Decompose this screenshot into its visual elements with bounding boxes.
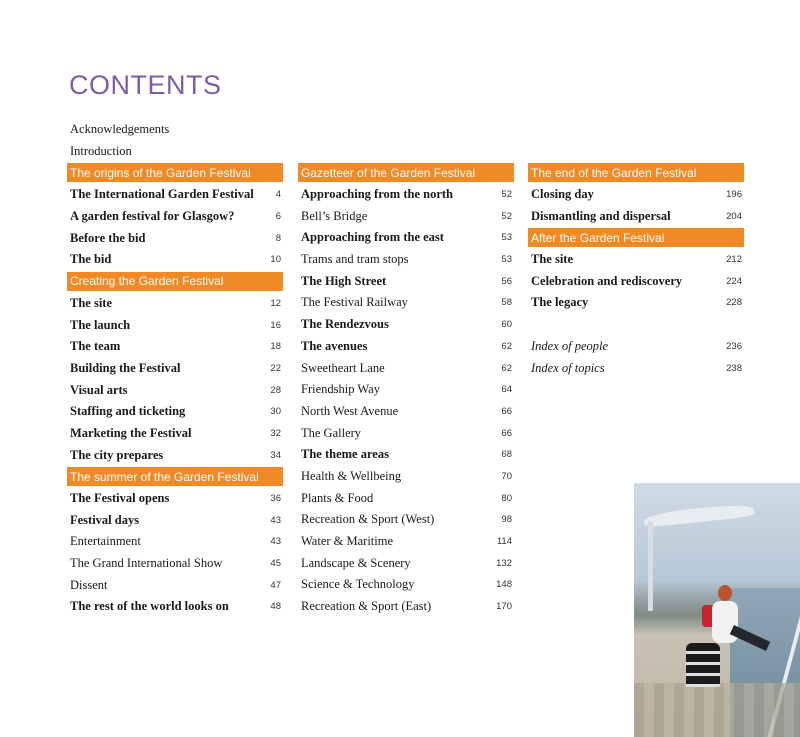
toc-entry[interactable] <box>67 249 283 271</box>
toc-entry-title: Building the Festival <box>70 360 181 375</box>
toc-entry-page: 64 <box>501 384 512 396</box>
contents-column-2 <box>298 162 514 617</box>
toc-entry[interactable] <box>67 184 283 206</box>
toc-entry[interactable] <box>298 314 514 336</box>
toc-entry-page: 212 <box>726 254 742 266</box>
toc-entry-page: 45 <box>270 558 281 570</box>
toc-entry-page: 52 <box>501 189 512 201</box>
toc-entry-page: 62 <box>501 362 512 374</box>
toc-entry[interactable] <box>67 488 283 510</box>
toc-entry-title: The launch <box>70 317 131 332</box>
toc-entry[interactable] <box>298 249 514 271</box>
toc-entry-page: 238 <box>726 362 742 374</box>
toc-entry-page: 56 <box>501 275 512 287</box>
toc-entry-page: 47 <box>270 579 281 591</box>
toc-entry[interactable] <box>298 574 514 596</box>
toc-entry-page: 228 <box>726 297 742 309</box>
toc-entry-title: Science & Technology <box>301 577 415 592</box>
toc-entry-page: 43 <box>270 514 281 526</box>
toc-entry-title: Index of people <box>531 338 609 353</box>
toc-entry-page: 43 <box>270 536 281 548</box>
toc-entry-page: 236 <box>726 340 742 352</box>
toc-entry-title: The High Street <box>301 273 387 288</box>
toc-entry-page: 68 <box>501 449 512 461</box>
section-header: The summer of the Garden Festival <box>67 467 283 486</box>
festival-photo <box>634 483 800 737</box>
toc-entry-title: The Gallery <box>301 425 362 440</box>
toc-entry-page: 62 <box>501 340 512 352</box>
toc-entry-title: Visual arts <box>70 382 128 397</box>
toc-entry-page: 60 <box>501 319 512 331</box>
toc-entry-page: 114 <box>496 536 512 548</box>
toc-entry[interactable] <box>67 553 283 575</box>
toc-entry-title: Plants & Food <box>301 490 374 505</box>
toc-entry-page: 53 <box>501 232 512 244</box>
toc-entry-title: Festival days <box>70 512 140 527</box>
toc-entry[interactable] <box>67 358 283 380</box>
toc-entry-title: Landscape & Scenery <box>301 555 411 570</box>
toc-entry-title: Bell’s Bridge <box>301 208 368 223</box>
toc-entry-title: Water & Maritime <box>301 534 394 549</box>
toc-entry-title: Acknowledgements <box>70 122 170 137</box>
toc-entry-title: The International Garden Festival <box>70 187 254 202</box>
toc-entry-title: The Festival opens <box>70 491 170 506</box>
toc-entry-title: The avenues <box>301 338 368 353</box>
toc-entry-title: Dissent <box>70 577 108 592</box>
toc-entry-page: 58 <box>501 297 512 309</box>
toc-entry-title: Dismantling and dispersal <box>531 208 671 223</box>
toc-entry-title: Recreation & Sport (West) <box>301 512 435 527</box>
toc-entry[interactable] <box>298 466 514 488</box>
toc-entry-title: The rest of the world looks on <box>70 599 229 614</box>
toc-entry[interactable] <box>67 314 283 336</box>
toc-entry-page: 32 <box>270 427 281 439</box>
toc-entry[interactable] <box>67 336 283 358</box>
toc-entry-page: 53 <box>501 254 512 266</box>
toc-entry[interactable] <box>67 531 283 553</box>
toc-entry-page: 196 <box>726 189 742 201</box>
toc-entry-page: 4 <box>275 189 281 201</box>
toc-entry-title: The Grand International Show <box>70 556 223 571</box>
toc-entry[interactable] <box>67 444 283 466</box>
toc-entry[interactable] <box>528 270 744 292</box>
toc-entry-title: The Rendezvous <box>301 317 389 332</box>
toc-entry-page: 28 <box>270 384 281 396</box>
toc-entry[interactable] <box>298 444 514 466</box>
toc-entry-title: The bid <box>70 252 112 267</box>
toc-entry-page: 36 <box>270 493 281 505</box>
toc-entry-title: Approaching from the north <box>301 187 453 202</box>
contents-column-3 <box>528 162 744 379</box>
section-header: After the Garden Festival <box>528 228 744 247</box>
toc-entry-page: 70 <box>501 470 512 482</box>
toc-entry[interactable] <box>298 205 514 227</box>
toc-entry[interactable] <box>528 184 744 206</box>
toc-entry-title: Before the bid <box>70 230 146 245</box>
toc-entry-title: North West Avenue <box>301 403 399 418</box>
toc-entry[interactable] <box>67 379 283 401</box>
toc-entry-title: Trams and tram stops <box>301 252 409 267</box>
toc-entry-page: 48 <box>270 601 281 613</box>
toc-entry-title: The legacy <box>531 295 589 310</box>
toc-entry[interactable] <box>67 596 283 618</box>
toc-entry[interactable] <box>298 336 514 358</box>
toc-entry-page: 132 <box>496 557 512 569</box>
toc-entry[interactable] <box>67 227 283 249</box>
toc-entry[interactable] <box>298 357 514 379</box>
section-header: The origins of the Garden Festival <box>67 163 283 182</box>
toc-entry-page: 204 <box>726 210 742 222</box>
toc-entry-title: Entertainment <box>70 534 141 549</box>
toc-entry-page: 12 <box>270 297 281 309</box>
toc-entry[interactable] <box>67 509 283 531</box>
section-header: The end of the Garden Festival <box>528 163 744 182</box>
toc-entry[interactable] <box>298 184 514 206</box>
toc-entry-page: 66 <box>501 427 512 439</box>
toc-entry[interactable] <box>298 509 514 531</box>
section-header: Creating the Garden Festival <box>67 272 283 291</box>
toc-entry-page: 10 <box>270 254 281 266</box>
toc-entry-page: 18 <box>270 341 281 353</box>
toc-entry[interactable] <box>298 596 514 618</box>
toc-entry-page: 170 <box>496 601 512 613</box>
toc-entry[interactable] <box>67 401 283 423</box>
toc-entry-title: The site <box>531 252 574 267</box>
toc-entry[interactable] <box>298 292 514 314</box>
toc-entry[interactable] <box>67 574 283 596</box>
toc-entry-title: The site <box>70 295 113 310</box>
toc-entry[interactable] <box>528 357 744 379</box>
toc-entry-title: Celebration and rediscovery <box>531 273 683 288</box>
toc-entry[interactable] <box>298 270 514 292</box>
section-header: Gazetteer of the Garden Festival <box>298 163 514 182</box>
toc-entry[interactable] <box>298 379 514 401</box>
toc-entry[interactable] <box>528 249 744 271</box>
toc-entry-page: 52 <box>501 210 512 222</box>
toc-entry[interactable] <box>298 422 514 444</box>
toc-entry-title: The theme areas <box>301 447 389 462</box>
toc-entry-page: 98 <box>501 514 512 526</box>
toc-entry-page: 6 <box>275 211 281 223</box>
toc-entry[interactable] <box>298 531 514 553</box>
toc-entry-title: Sweetheart Lane <box>301 360 385 375</box>
toc-entry[interactable] <box>528 205 744 227</box>
toc-entry[interactable] <box>67 423 283 445</box>
toc-entry[interactable] <box>67 141 283 163</box>
toc-entry-title: The Festival Railway <box>301 295 408 310</box>
toc-entry[interactable] <box>298 227 514 249</box>
page-title: CONTENTS <box>69 70 222 101</box>
contents-column-1 <box>67 119 283 618</box>
toc-entry-page: 22 <box>270 362 281 374</box>
toc-entry-page: 80 <box>501 492 512 504</box>
toc-entry-title: Closing day <box>531 187 594 202</box>
toc-entry-page: 30 <box>270 406 281 418</box>
toc-entry-page: 34 <box>270 449 281 461</box>
toc-entry-page: 224 <box>726 275 742 287</box>
toc-entry-title: Index of topics <box>531 360 605 375</box>
spacer <box>528 314 744 336</box>
toc-entry-title: Friendship Way <box>301 382 380 397</box>
toc-entry[interactable] <box>298 401 514 423</box>
toc-entry-page: 16 <box>270 319 281 331</box>
toc-entry[interactable] <box>298 552 514 574</box>
toc-entry[interactable] <box>528 336 744 358</box>
toc-entry-title: A garden festival for Glasgow? <box>70 209 235 224</box>
toc-entry-title: Introduction <box>70 144 132 159</box>
toc-entry-title: The city prepares <box>70 447 164 462</box>
toc-entry[interactable] <box>67 206 283 228</box>
toc-entry-title: Marketing the Festival <box>70 425 192 440</box>
toc-entry-title: Staffing and ticketing <box>70 404 186 419</box>
toc-entry-title: Recreation & Sport (East) <box>301 599 432 614</box>
toc-entry-title: Health & Wellbeing <box>301 468 402 483</box>
toc-entry[interactable] <box>298 487 514 509</box>
toc-entry-title: The team <box>70 339 121 354</box>
toc-entry-title: Approaching from the east <box>301 230 444 245</box>
toc-entry-page: 8 <box>275 232 281 244</box>
toc-entry[interactable] <box>67 293 283 315</box>
toc-entry[interactable] <box>528 292 744 314</box>
toc-entry-page: 66 <box>501 405 512 417</box>
toc-entry-page: 148 <box>496 579 512 591</box>
toc-entry[interactable] <box>67 119 283 141</box>
